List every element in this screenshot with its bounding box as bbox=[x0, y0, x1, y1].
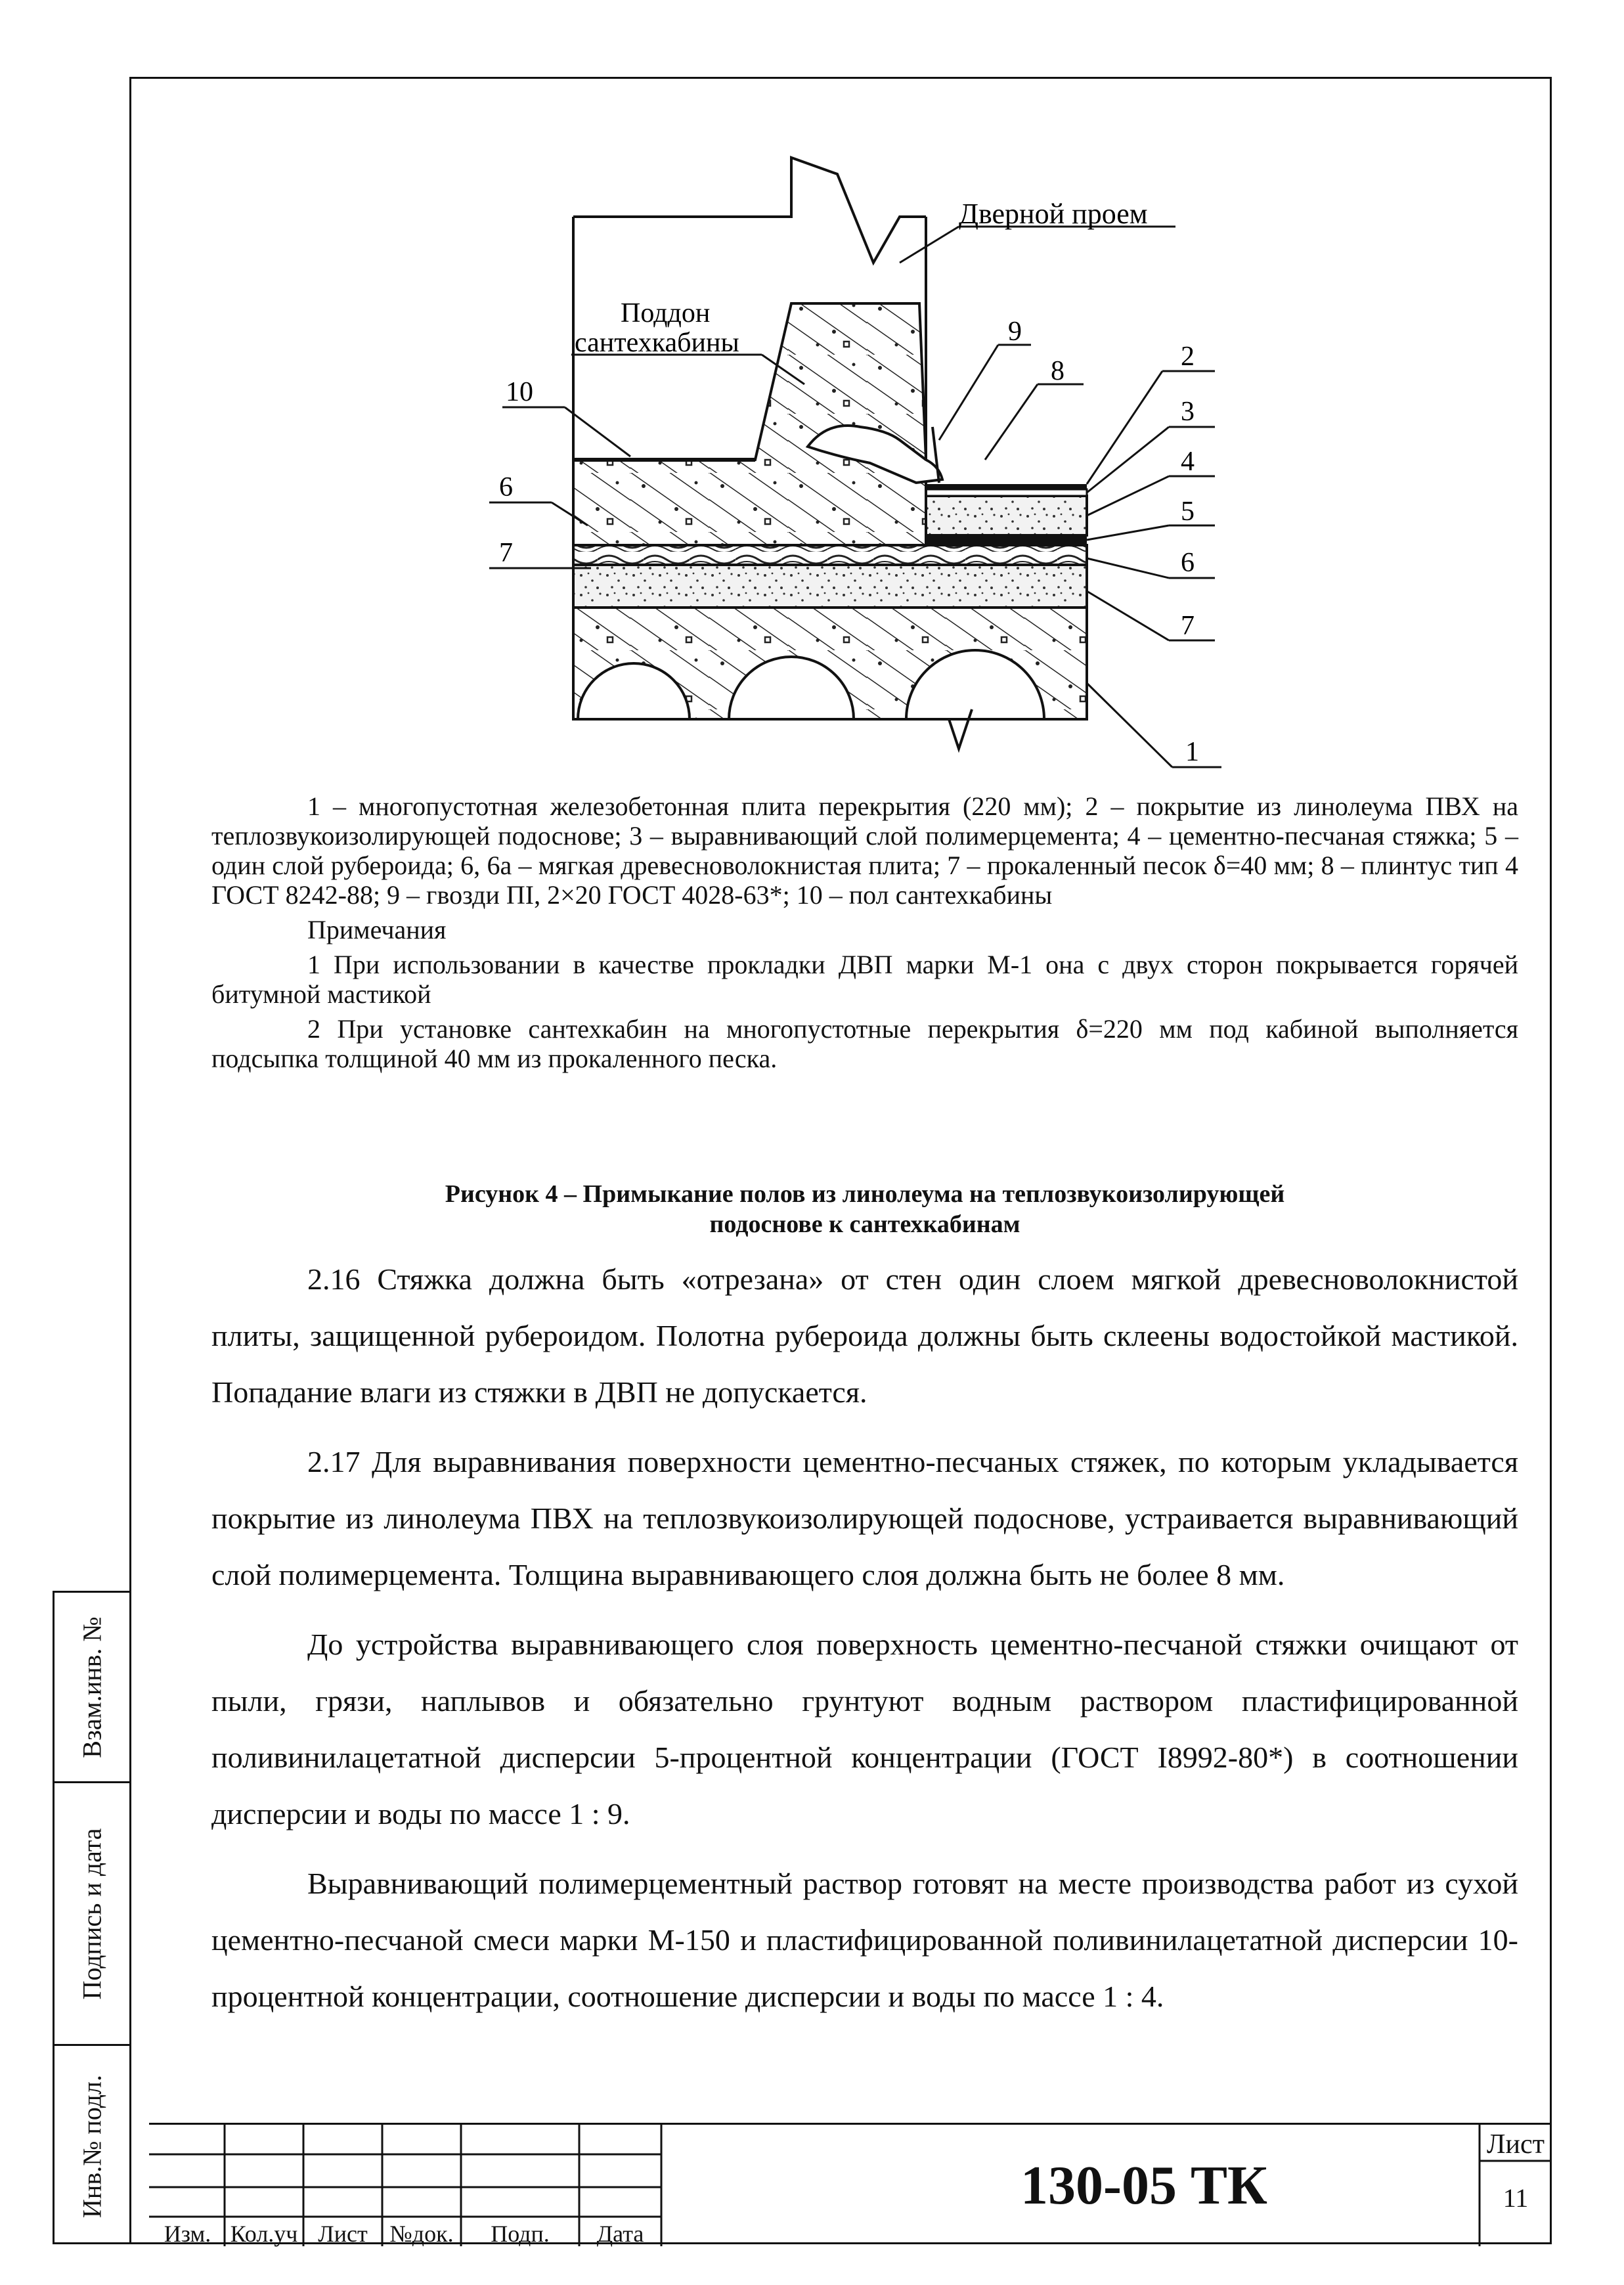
label-2: 2 bbox=[1181, 342, 1195, 372]
label-door: Дверной проем bbox=[959, 198, 1148, 230]
label-8: 8 bbox=[1051, 356, 1064, 386]
screed-layer bbox=[926, 496, 1087, 535]
leveling-layer bbox=[926, 489, 1087, 496]
note-1: 1 При использовании в качестве прокладки ДВП марки М-1 она с двух сторон покрывается горячей битумной мастикой bbox=[211, 950, 1518, 1009]
roofing-felt-layer bbox=[926, 535, 1087, 545]
side-stamp-podpis-label: Подпись и дата bbox=[77, 1827, 107, 2000]
hollow-core-slab bbox=[573, 608, 1087, 749]
side-stamp-podpis bbox=[55, 1783, 129, 2046]
sheet-label: Лист bbox=[1487, 2129, 1545, 2160]
label-1: 1 bbox=[1185, 737, 1199, 767]
sheet-number: 11 bbox=[1503, 2183, 1529, 2213]
side-stamp-inv bbox=[55, 2046, 129, 2246]
col-data: Дата bbox=[596, 2221, 644, 2247]
label-pan-1: Поддон bbox=[621, 298, 711, 328]
label-6-left: 6 bbox=[499, 472, 513, 502]
fiberboard-layer bbox=[573, 545, 1087, 565]
linoleum-layer bbox=[926, 484, 1087, 489]
figure-caption-line2: подоснове к сантехкабинам bbox=[709, 1210, 1020, 1238]
col-ndok: №док. bbox=[389, 2221, 454, 2247]
paragraph-mortar: Выравнивающий полимерцементный раствор готовят на месте производства работ из сухой цементно-песчаной смеси марки М-150 и пластифицированной поливинилацетатной дисперсии 10-процентной концентрации, соотношение дисперсии и воды по массе 1 : 4. bbox=[211, 1867, 1518, 2013]
side-stamp-vzam bbox=[55, 1593, 129, 1783]
col-list: Лист bbox=[318, 2221, 368, 2247]
label-7-right: 7 bbox=[1181, 611, 1195, 641]
title-block bbox=[149, 2123, 1552, 2246]
paragraph-2-16: 2.16 Стяжка должна быть «отрезана» от стен один слоем мягкой древесноволокнистой плиты, защищенной рубероидом. Полотна рубероида должны быть склеены водостойкой мастикой. Попадание влаги из стяжки в ДВП не допускается. bbox=[211, 1262, 1518, 1409]
body-text bbox=[211, 1251, 1518, 2038]
notes-title: Примечания bbox=[307, 915, 447, 944]
col-kol: Кол.уч bbox=[230, 2221, 298, 2247]
sand-layer bbox=[573, 565, 1087, 608]
figure-legend bbox=[211, 791, 1518, 1073]
label-9: 9 bbox=[1008, 317, 1022, 347]
label-6-right: 6 bbox=[1181, 548, 1195, 578]
col-podp: Подп. bbox=[491, 2221, 550, 2247]
side-stamp bbox=[53, 1591, 129, 2244]
label-5: 5 bbox=[1181, 497, 1195, 527]
label-pan-2: сантехкабины bbox=[575, 328, 739, 358]
figure-caption-line1: Рисунок 4 – Примыкание полов из линолеума на теплозвукоизолирующей bbox=[445, 1180, 1285, 1208]
note-2: 2 При установке сантехкабин на многопустотные перекрытия δ=220 мм под кабиной выполняется подсыпка толщиной 40 мм из прокаленного песка. bbox=[211, 1014, 1518, 1073]
floor-section-diagram bbox=[0, 0, 1624, 808]
label-10: 10 bbox=[506, 377, 533, 407]
legend-items: 1 – многопустотная железобетонная плита перекрытия (220 мм); 2 – покрытие из линолеума ПВХ на теплозвукоизолирующей подоснове; 3 – выравнивающий слой полимерцемента; 4 – цементно-песчаная стяжка; 5 – один слой рубероида; 6, 6а – мягкая древесноволокнистая плита; 7 – прокаленный песок δ=40 мм; 8 – плинтус тип 4 ГОСТ 8242-88; 9 – гвозди ПІ, 2×20 ГОСТ 4028-63*; 10 – пол сантехкабины bbox=[211, 791, 1518, 910]
label-4: 4 bbox=[1181, 447, 1195, 477]
col-izm: Изм. bbox=[164, 2221, 211, 2247]
side-stamp-vzam-label: Взам.инв. № bbox=[77, 1616, 107, 1758]
document-code: 130-05 ТК bbox=[1020, 2155, 1267, 2216]
paragraph-2-17: 2.17 Для выравнивания поверхности цементно-песчаных стяжек, по которым укладывается покрытие из линолеума ПВХ на теплозвукоизолирующей подоснове, устраивается выравнивающий слой полимерцемента. Толщина выравнивающего слоя должна быть не более 8 мм. bbox=[211, 1445, 1518, 1591]
label-3: 3 bbox=[1181, 397, 1195, 427]
paragraph-primer: До устройства выравнивающего слоя поверхность цементно-песчаной стяжки очищают от пыли, грязи, наплывов и обязательно грунтуют водным раствором пластифицированной поливинилацетатной дисперсии 5-процентной концентрации (ГОСТ І8992-80*) в соотношении дисперсии и воды по массе 1 : 9. bbox=[211, 1628, 1518, 1830]
label-7-left: 7 bbox=[499, 538, 513, 568]
side-stamp-inv-label: Инв.№ подл. bbox=[77, 2074, 107, 2218]
